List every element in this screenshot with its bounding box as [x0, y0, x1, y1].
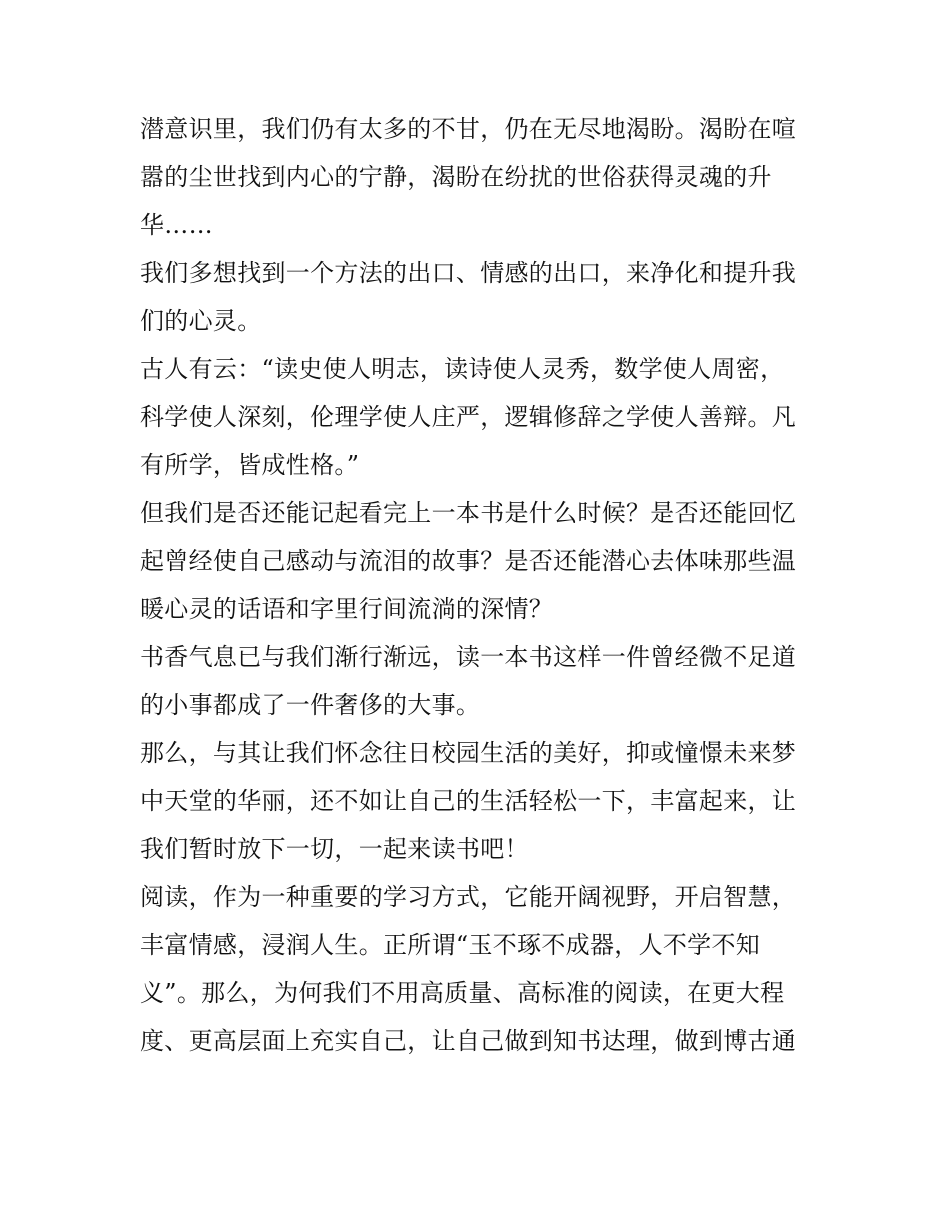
text-line: 嚣的尘世找到内心的宁静，渴盼在纷扰的世俗获得灵魂的升 [140, 163, 772, 191]
text-line: 的小事都成了一件奢侈的大事。 [140, 691, 481, 719]
text-line: 古人有云：“读史使人明志，读诗使人灵秀，数学使人周密， [140, 355, 785, 383]
text-line: 们的心灵。 [140, 307, 262, 335]
document-body [140, 105, 820, 1065]
text-line: 丰富情感，浸润人生。正所谓“玉不琢不成器，人不学不知 [140, 931, 761, 959]
text-line: 阅读，作为一种重要的学习方式，它能开阔视野，开启智慧， [140, 883, 797, 911]
text-line: 书香气息已与我们渐行渐远，读一本书这样一件曾经微不足道 [140, 643, 797, 671]
text-line: 度、更高层面上充实自己，让自己做到知书达理，做到博古通 [140, 1027, 797, 1055]
text-line: 但我们是否还能记起看完上一本书是什么时候？是否还能回忆 [140, 499, 797, 527]
text-line: 我们多想找到一个方法的出口、情感的出口，来净化和提升我 [140, 259, 797, 287]
text-line: 义”。那么，为何我们不用高质量、高标准的阅读，在更大程 [140, 979, 785, 1007]
text-line: 有所学，皆成性格。” [140, 451, 360, 479]
text-line: 潜意识里，我们仍有太多的不甘，仍在无尽地渴盼。渴盼在喧 [140, 115, 797, 143]
text-line: 华…… [140, 211, 213, 239]
text-line: 中天堂的华丽，还不如让自己的生活轻松一下，丰富起来，让 [140, 787, 797, 815]
text-line: 那么，与其让我们怀念往日校园生活的美好，抑或憧憬未来梦 [140, 739, 797, 767]
text-line: 科学使人深刻，伦理学使人庄严，逻辑修辞之学使人善辩。凡 [140, 403, 797, 431]
text-line: 起曾经使自己感动与流泪的故事？是否还能潜心去体味那些温 [140, 547, 797, 575]
text-line: 暖心灵的话语和字里行间流淌的深情？ [140, 595, 554, 623]
text-line: 我们暂时放下一切，一起来读书吧！ [140, 835, 529, 863]
